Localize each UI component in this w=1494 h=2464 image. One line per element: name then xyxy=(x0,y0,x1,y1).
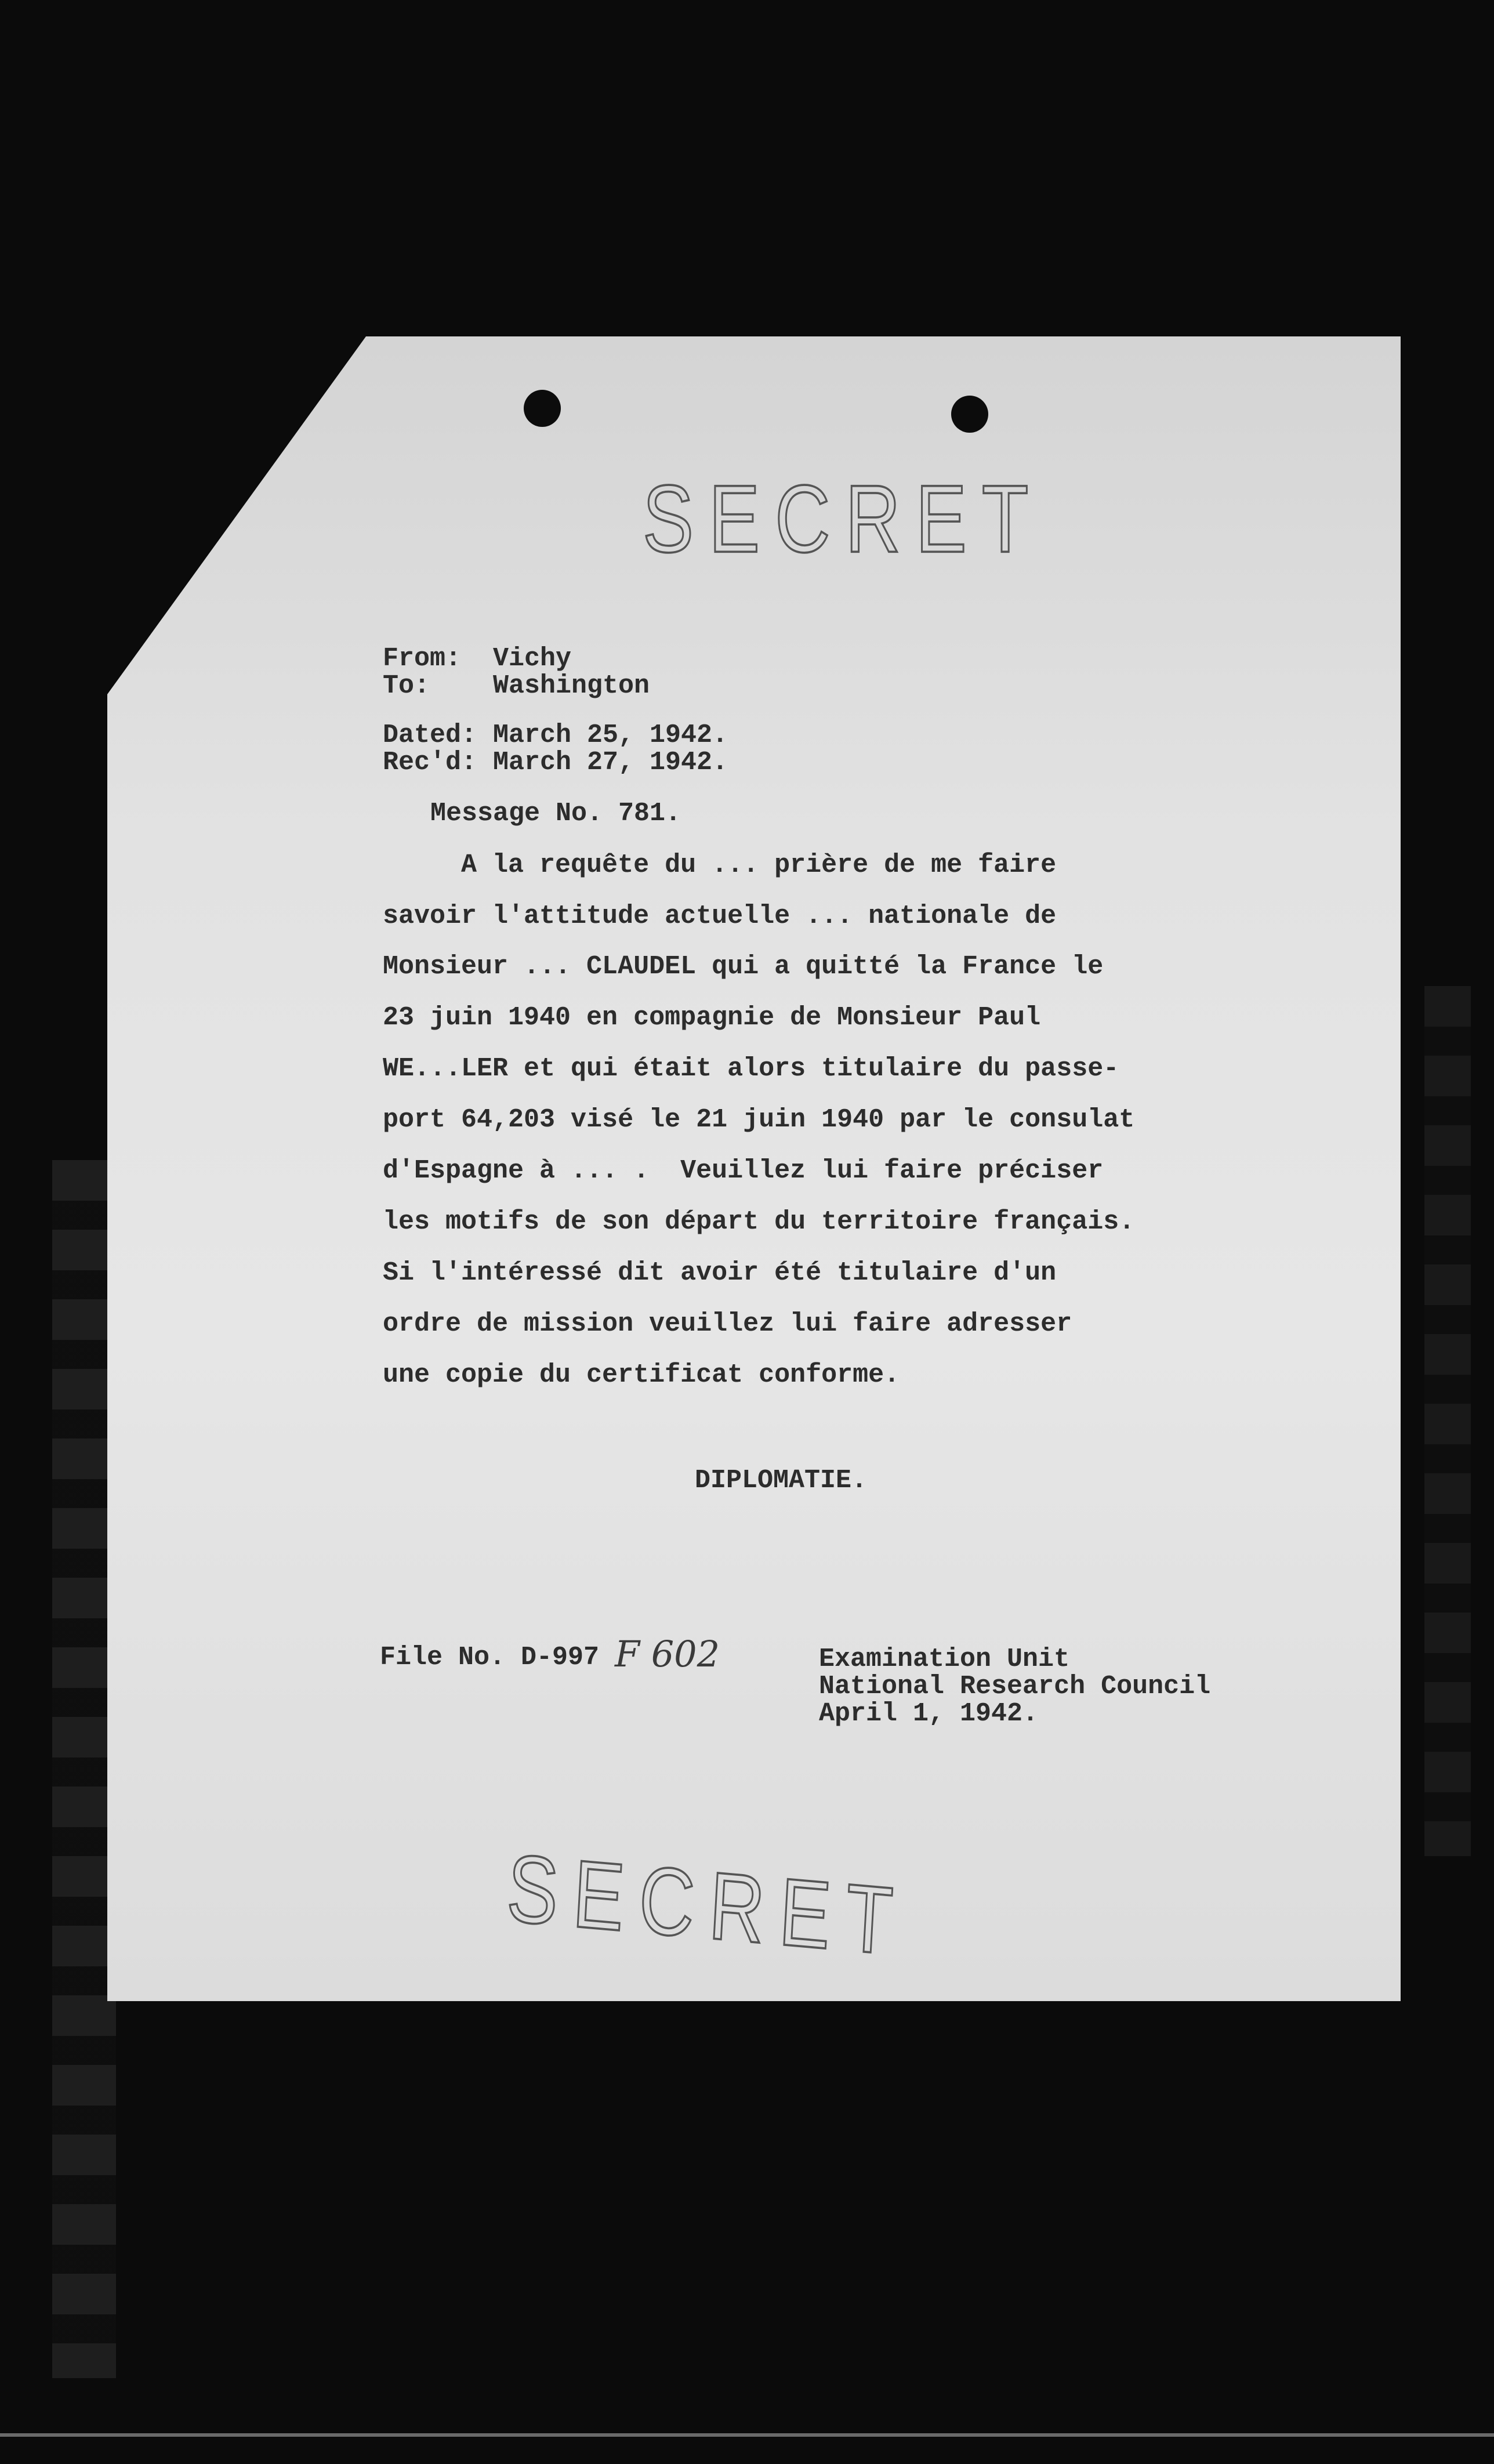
film-strip-right xyxy=(1424,986,1471,1856)
unit-date: April 1, 1942. xyxy=(819,1699,1039,1729)
body-line: ordre de mission veuillez lui faire adresser xyxy=(383,1309,1072,1339)
film-strip-left xyxy=(52,1160,116,2378)
body-line: WE...LER et qui était alors titulaire du passe- xyxy=(383,1054,1119,1084)
signature: DIPLOMATIE. xyxy=(695,1466,868,1495)
message-number: Message No. 781. xyxy=(430,799,681,828)
from-line xyxy=(383,646,571,672)
body-line: savoir l'attitude actuelle ... nationale de xyxy=(383,901,1057,931)
body-line: une copie du certificat conforme. xyxy=(383,1360,900,1390)
received-label: Rec'd: xyxy=(383,748,477,777)
to-line xyxy=(383,673,650,699)
examination-unit: Examination Unit xyxy=(819,1644,1070,1674)
body-line: d'Espagne à ... . Veuillez lui faire préciser xyxy=(383,1156,1104,1186)
from-value: Vichy xyxy=(493,644,572,673)
received-value: March 27, 1942. xyxy=(493,748,728,777)
body-line: 23 juin 1940 en compagnie de Monsieur Paul xyxy=(383,1003,1041,1032)
to-label: To: xyxy=(383,671,430,701)
body-line: A la requête du ... prière de me faire xyxy=(383,850,1057,880)
body-line: les motifs de son départ du territoire français. xyxy=(383,1207,1135,1237)
dated-value: March 25, 1942. xyxy=(493,720,728,750)
received-line xyxy=(383,749,728,776)
handwritten-file-note: F 602 xyxy=(615,1633,720,1675)
body-line: port 64,203 visé le 21 juin 1940 par le consulat xyxy=(383,1105,1135,1135)
secret-stamp-top: SECRET xyxy=(643,465,1044,572)
punch-hole-right xyxy=(951,396,988,433)
dated-line xyxy=(383,722,728,748)
research-council: National Research Council xyxy=(819,1672,1211,1701)
body-line: Monsieur ... CLAUDEL qui a quitté la France le xyxy=(383,952,1104,981)
dated-label: Dated: xyxy=(383,720,477,750)
film-edge-line xyxy=(0,2433,1494,2437)
to-value: Washington xyxy=(493,671,650,701)
file-number: File No. D-997 xyxy=(380,1643,600,1672)
punch-hole-left xyxy=(524,390,561,427)
from-label: From: xyxy=(383,644,462,673)
secret-stamp-bottom: SECRET xyxy=(504,1834,911,1976)
body-line: Si l'intéressé dit avoir été titulaire d'un xyxy=(383,1258,1057,1288)
